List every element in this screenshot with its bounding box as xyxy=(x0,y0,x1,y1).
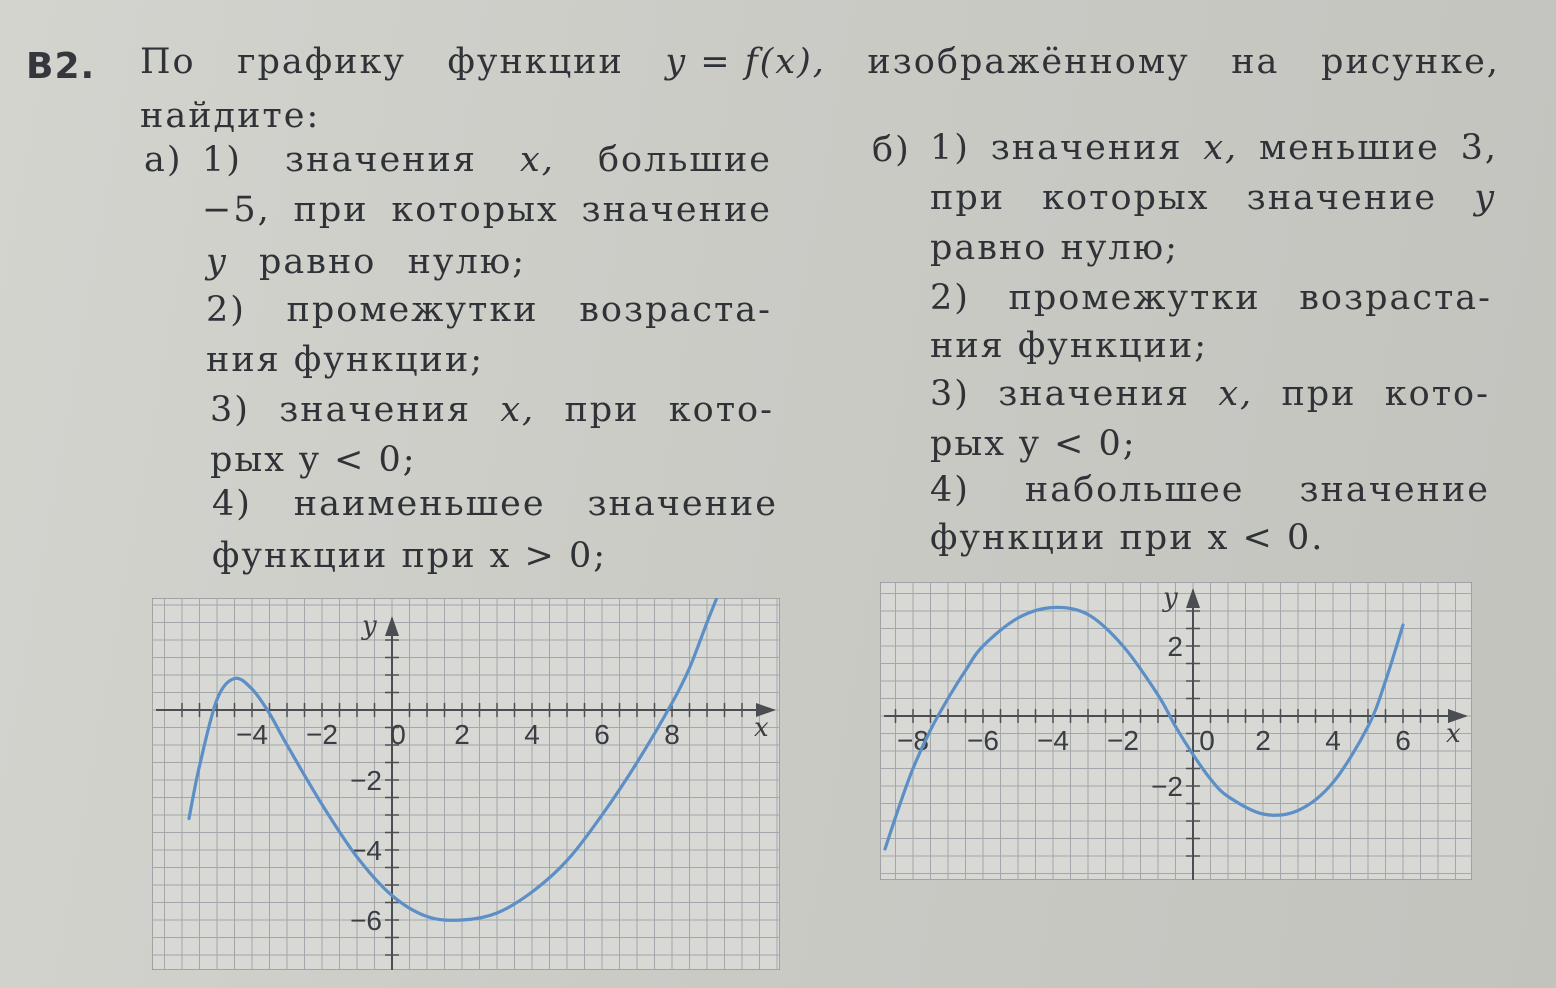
word: По xyxy=(140,42,196,82)
x-tick-label: 2 xyxy=(454,719,470,750)
part-a-marker: а) xyxy=(144,140,183,180)
text-line: рых y < 0; xyxy=(210,440,417,480)
word: функции xyxy=(447,42,624,82)
word: y xyxy=(206,242,228,282)
y-tick-label: −2 xyxy=(350,765,382,796)
text-line: ния функции; xyxy=(930,326,1209,366)
word: наименьшее xyxy=(293,484,546,524)
text-line xyxy=(930,470,1490,510)
word: при xyxy=(293,190,369,230)
word: −5, xyxy=(202,190,271,230)
task-intro-line-2: найдите: xyxy=(140,96,321,136)
word: 2) xyxy=(206,290,246,330)
word: изображённому xyxy=(867,42,1190,82)
task-number: B2. xyxy=(26,46,96,87)
graph-b-svg xyxy=(880,582,1472,880)
word: большие xyxy=(597,140,772,180)
y-axis-label: y xyxy=(1163,583,1178,613)
word: значение xyxy=(1299,470,1490,510)
text-line xyxy=(202,190,772,230)
text-line: функции при x > 0; xyxy=(212,536,608,576)
word: 3) xyxy=(930,374,970,414)
word: при xyxy=(1281,374,1357,414)
text-line: ния функции; xyxy=(206,340,485,380)
x-axis-label: x xyxy=(754,713,769,743)
x-tick-label: 8 xyxy=(664,719,680,750)
text-line xyxy=(212,484,778,524)
graph-b xyxy=(880,582,1472,880)
text-line xyxy=(210,390,774,430)
word: которых xyxy=(1042,178,1210,218)
x-tick-label: −6 xyxy=(967,725,999,756)
word: промежутки xyxy=(286,290,539,330)
word: возраста- xyxy=(579,290,772,330)
word: кото- xyxy=(668,390,774,430)
x-tick-label: 6 xyxy=(594,719,610,750)
word: 3) xyxy=(210,390,250,430)
graph-border xyxy=(152,598,780,970)
text-line xyxy=(930,278,1492,318)
x-tick-label: 6 xyxy=(1395,725,1411,756)
x-tick-label: 4 xyxy=(1325,725,1341,756)
x-tick-label: 4 xyxy=(524,719,540,750)
word: на xyxy=(1231,42,1280,82)
word: нулю; xyxy=(407,242,526,282)
text-line xyxy=(206,242,526,282)
word: значения xyxy=(285,140,477,180)
word: x, xyxy=(500,390,536,430)
word: 2) xyxy=(930,278,970,318)
word: набольшее xyxy=(1024,470,1245,510)
word: кото- xyxy=(1384,374,1490,414)
y-axis-label: y xyxy=(362,611,377,641)
word: которых xyxy=(391,190,559,230)
word: 1) xyxy=(930,128,970,168)
y-tick-label: 2 xyxy=(1167,631,1183,662)
word: меньшие xyxy=(1258,128,1440,168)
word: 1) xyxy=(202,140,242,180)
part-b-marker: б) xyxy=(872,130,911,170)
word: 4) xyxy=(930,470,970,510)
text-line: функции при x < 0. xyxy=(930,518,1325,558)
text-line xyxy=(202,140,772,180)
graph-a-svg xyxy=(152,598,780,970)
x-tick-label: −2 xyxy=(306,719,338,750)
word: y = f(x), xyxy=(665,42,826,82)
text-line xyxy=(930,128,1498,168)
word: графику xyxy=(237,42,406,82)
word: 3, xyxy=(1460,128,1498,168)
word: x, xyxy=(1203,128,1239,168)
x-tick-label: −4 xyxy=(236,719,268,750)
y-tick-label: −2 xyxy=(1151,771,1183,802)
task-intro-line-1 xyxy=(140,42,1500,82)
word: значения xyxy=(998,374,1191,414)
word: значения xyxy=(279,390,472,430)
graph-a xyxy=(152,598,780,970)
word: при xyxy=(930,178,1006,218)
word: рисунке, xyxy=(1320,42,1500,82)
x-tick-label: 2 xyxy=(1255,725,1271,756)
word: y xyxy=(1474,178,1496,218)
x-tick-label: 0 xyxy=(1199,725,1215,756)
text-line xyxy=(930,178,1496,218)
word: равно xyxy=(258,242,377,282)
y-tick-label: −6 xyxy=(350,905,382,936)
word: значения xyxy=(990,128,1183,168)
word: x, xyxy=(1218,374,1254,414)
text-line: рых y < 0; xyxy=(930,424,1137,464)
text-line: равно нулю; xyxy=(930,228,1179,268)
text-line xyxy=(930,374,1490,414)
word: x, xyxy=(520,140,555,180)
word: значение xyxy=(581,190,772,230)
word: значение xyxy=(1246,178,1438,218)
word: 4) xyxy=(212,484,252,524)
x-tick-label: −2 xyxy=(1107,725,1139,756)
x-axis-label: x xyxy=(1446,719,1461,749)
word: при xyxy=(564,390,640,430)
text-line xyxy=(206,290,772,330)
x-tick-label: −4 xyxy=(1037,725,1069,756)
x-tick-label: 0 xyxy=(390,719,406,750)
word: промежутки xyxy=(1008,278,1261,318)
word: возраста- xyxy=(1299,278,1492,318)
word: значение xyxy=(587,484,778,524)
x-tick-label: −8 xyxy=(897,725,929,756)
y-tick-label: −4 xyxy=(350,835,382,866)
